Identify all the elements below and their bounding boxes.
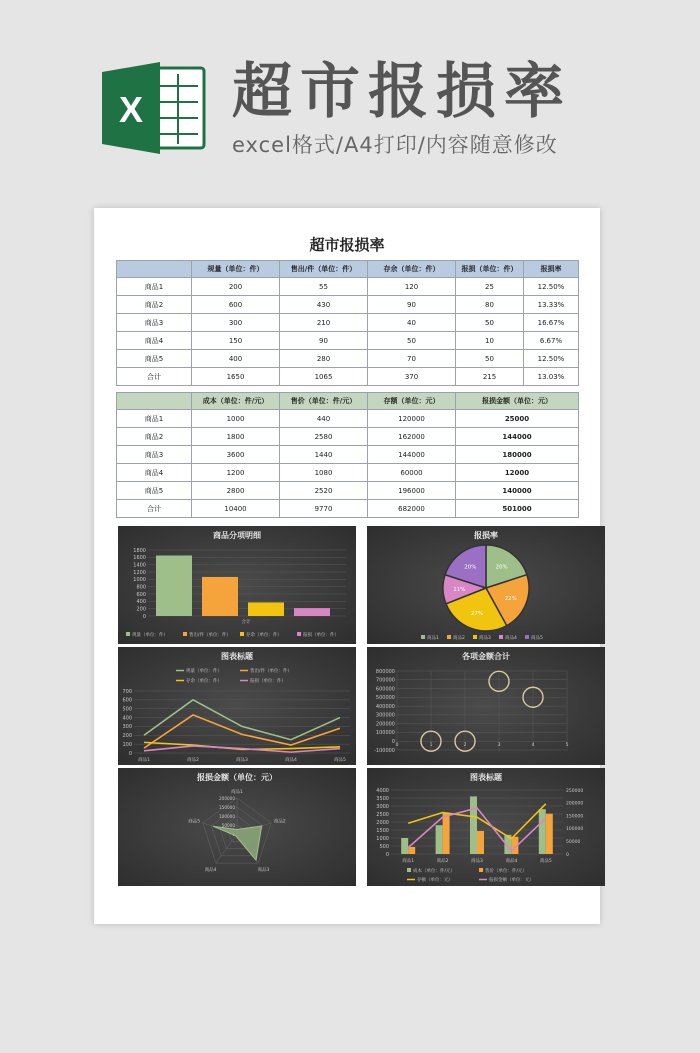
y-tick-label: 200	[136, 606, 146, 613]
table-row	[117, 278, 579, 296]
legend-swatch	[473, 635, 477, 639]
table-cell: 1080	[280, 464, 368, 482]
radar-category-label: 商品1	[231, 790, 243, 795]
y-tick-label: 500000	[375, 695, 395, 702]
table-cell: 600	[192, 296, 280, 314]
y-tick-label: 600000	[375, 686, 395, 693]
y-tick-label: 3000	[376, 803, 389, 810]
y2-tick-label: 200000	[566, 801, 584, 807]
x-tick-label: 商品1	[138, 758, 150, 763]
legend-label: 存额（单位：元）	[417, 878, 453, 883]
legend-label: 规量（单位：件）	[132, 633, 168, 638]
table-cell: 合计	[117, 368, 192, 386]
x-tick-label: 商品4	[505, 859, 518, 864]
table-cell: 2580	[280, 428, 368, 446]
table-cell: 55	[280, 278, 368, 296]
x-tick-label: 0	[395, 743, 399, 748]
chart-quantity-lines	[118, 647, 356, 765]
bar	[401, 838, 408, 854]
chart-title: 图表标题	[221, 651, 253, 661]
loss-amount-table	[116, 392, 579, 518]
table-cell: 370	[368, 368, 456, 386]
table-row	[117, 332, 579, 350]
legend-label: 报损（单位：件）	[250, 679, 286, 684]
bar	[294, 608, 330, 616]
legend-label: 售出/件（单位：件）	[250, 669, 293, 674]
legend-label: 售出/件（单位：件）	[189, 633, 232, 638]
table-header-cell: 售出/件（单位：件）	[280, 261, 368, 278]
r-tick-label: 100000	[219, 814, 235, 819]
y-tick-label: 1500	[376, 827, 389, 834]
table-cell: 商品5	[117, 350, 192, 368]
y-tick-label: 2500	[376, 811, 389, 818]
x-tick-label: 商品5	[539, 859, 552, 864]
table-cell: 1000	[192, 410, 280, 428]
x-tick-label: 商品3	[471, 859, 483, 864]
legend-swatch	[525, 635, 529, 639]
y-tick-label: 1000	[376, 835, 389, 842]
bar	[156, 556, 192, 617]
y2-tick-label: 250000	[566, 788, 584, 794]
table-header-cell: 存额（单位：元）	[368, 393, 456, 410]
y-tick-label: 400	[122, 715, 132, 722]
legend-label: 商品3	[479, 636, 491, 641]
y-tick-label: 100	[122, 741, 132, 748]
loss-quantity-table	[116, 260, 579, 386]
y-tick-label: 200	[122, 733, 132, 740]
table-cell: 300	[192, 314, 280, 332]
table-row	[117, 314, 579, 332]
chart-title: 报损金额（单位：元）	[197, 772, 277, 782]
table-cell: 10400	[192, 500, 280, 518]
table-cell: 25000	[456, 410, 579, 428]
table-header-cell	[117, 393, 192, 410]
chart-combo	[367, 768, 605, 886]
y-tick-label: 1600	[133, 555, 146, 562]
table-cell: 280	[280, 350, 368, 368]
x-tick-label: 商品2	[436, 859, 449, 864]
table-header-cell: 报损（单位：件）	[456, 261, 524, 278]
x-tick-label: 商品5	[334, 758, 346, 763]
table-row	[117, 410, 579, 428]
line-chart-svg	[118, 647, 356, 765]
table-cell: 1800	[192, 428, 280, 446]
y-tick-label: 700000	[375, 677, 395, 684]
bar	[546, 814, 553, 854]
table-cell: 12.50%	[524, 278, 579, 296]
table-cell: 12000	[456, 464, 579, 482]
table-cell: 商品4	[117, 332, 192, 350]
table-cell: 12.50%	[524, 350, 579, 368]
table-header-cell: 存余（单位：件）	[368, 261, 456, 278]
table-header-cell: 成本（单位：件/元）	[192, 393, 280, 410]
bar	[443, 813, 450, 854]
y-tick-label: 500	[379, 843, 389, 850]
table-row	[117, 428, 579, 446]
table-header-row	[117, 261, 579, 278]
y-tick-label: 0	[391, 739, 395, 746]
table-cell: 16.67%	[524, 314, 579, 332]
table-cell: 140000	[456, 482, 579, 500]
table-cell: 120000	[368, 410, 456, 428]
y-tick-label: -100000	[374, 747, 395, 754]
table-cell: 180000	[456, 446, 579, 464]
table-header-cell: 规量（单位：件）	[192, 261, 280, 278]
y-tick-label: 600	[122, 697, 132, 704]
table-header-row	[117, 393, 579, 410]
x-tick-label: 3	[497, 743, 501, 748]
scatter-chart-svg	[367, 647, 605, 765]
y-tick-label: 800	[136, 584, 146, 591]
bar	[408, 847, 415, 854]
legend-label: 成本（单位：件/元）	[413, 869, 456, 874]
table-cell: 合计	[117, 500, 192, 518]
y-tick-label: 4000	[376, 787, 389, 794]
table-cell: 215	[456, 368, 524, 386]
table-cell: 10	[456, 332, 524, 350]
table-cell: 150	[192, 332, 280, 350]
page-title: 超市报损率	[232, 57, 572, 127]
series-line	[144, 746, 340, 752]
table-header-cell: 报损率	[524, 261, 579, 278]
x-tick-label: 商品1	[402, 859, 415, 864]
table-row	[117, 464, 579, 482]
radar-category-label: 商品5	[188, 819, 201, 825]
bar-chart-svg	[118, 526, 356, 644]
x-tick-label: 1	[429, 743, 433, 748]
radar-category-label: 商品2	[273, 819, 286, 825]
y-tick-label: 100000	[375, 730, 395, 737]
table-cell: 501000	[456, 500, 579, 518]
table-cell: 商品3	[117, 446, 192, 464]
chart-amount-totals	[367, 647, 605, 765]
x-tick-label: 商品2	[187, 758, 199, 763]
table-cell: 3600	[192, 446, 280, 464]
y-tick-label: 0	[385, 851, 389, 858]
legend-label: 商品1	[427, 636, 439, 641]
legend-label: 商品4	[505, 636, 517, 641]
excel-logo-letter: X	[118, 89, 144, 130]
table-cell: 1440	[280, 446, 368, 464]
y-tick-label: 0	[128, 750, 132, 757]
pie-data-label: 20%	[464, 564, 477, 571]
pie-data-label: 11%	[453, 586, 466, 593]
bar	[248, 602, 284, 616]
table-row	[117, 350, 579, 368]
bar	[477, 831, 484, 854]
bar	[470, 796, 477, 854]
r-tick-label: 150000	[219, 805, 235, 810]
legend-label: 商品5	[531, 636, 543, 641]
table-cell: 440	[280, 410, 368, 428]
table-row	[117, 296, 579, 314]
legend-label: 报损（单位：件）	[303, 633, 339, 638]
legend-swatch	[407, 868, 411, 872]
x-tick-label: 5	[565, 743, 569, 748]
table-cell: 50	[456, 350, 524, 368]
table-row	[117, 446, 579, 464]
table-cell: 1200	[192, 464, 280, 482]
chart-title: 商品分项明细	[213, 530, 261, 540]
y-tick-label: 1000	[133, 577, 146, 584]
excel-icon	[98, 58, 210, 158]
table-header-cell: 售价（单位：件/元）	[280, 393, 368, 410]
table-cell: 120	[368, 278, 456, 296]
y2-tick-label: 100000	[566, 827, 584, 833]
legend-swatch	[499, 635, 503, 639]
table-cell: 50	[368, 332, 456, 350]
bar	[539, 809, 546, 854]
y-tick-label: 500	[122, 706, 132, 713]
table-row	[117, 482, 579, 500]
x-tick-label: 合计	[241, 620, 251, 625]
chart-loss-rate	[367, 526, 605, 644]
table-cell: 13.03%	[524, 368, 579, 386]
table-cell: 9770	[280, 500, 368, 518]
legend-label: 售价（单位：件/元）	[485, 869, 528, 874]
y-tick-label: 1200	[133, 569, 146, 576]
legend-swatch	[183, 632, 187, 636]
combo-chart-svg	[367, 768, 605, 886]
table-cell: 2800	[192, 482, 280, 500]
table-cell: 210	[280, 314, 368, 332]
chart-title: 各项金额合计	[462, 651, 510, 661]
pie-data-label: 22%	[504, 595, 517, 602]
table-cell: 2520	[280, 482, 368, 500]
chart-item-breakdown	[118, 526, 356, 644]
table-header-cell: 报损金额（单位：元）	[456, 393, 579, 410]
y-tick-label: 700	[122, 688, 132, 695]
table-cell: 商品4	[117, 464, 192, 482]
table-header-cell	[117, 261, 192, 278]
table-cell: 196000	[368, 482, 456, 500]
r-tick-label: 50000	[221, 823, 235, 828]
x-tick-label: 商品3	[236, 758, 248, 763]
pie-data-label: 20%	[495, 564, 508, 571]
legend-label: 存余（单位：件）	[246, 633, 282, 638]
legend-label: 规量（单位：件）	[186, 669, 222, 674]
y2-tick-label: 150000	[566, 814, 584, 820]
table-cell: 400	[192, 350, 280, 368]
legend-label: 报损金额（单位：元）	[489, 878, 534, 883]
table-cell: 144000	[368, 446, 456, 464]
table-cell: 70	[368, 350, 456, 368]
table-cell: 40	[368, 314, 456, 332]
radar-category-label: 商品4	[204, 867, 217, 873]
legend-label: 商品2	[453, 636, 465, 641]
table-cell: 144000	[456, 428, 579, 446]
y-tick-label: 0	[142, 613, 146, 620]
y-tick-label: 300	[122, 724, 132, 731]
x-tick-label: 商品4	[285, 758, 297, 763]
y2-tick-label: 50000	[566, 840, 581, 845]
chart-loss-radar	[118, 768, 356, 886]
bar	[202, 577, 238, 616]
r-tick-label: 200000	[219, 796, 235, 801]
chart-title: 图表标题	[470, 772, 502, 782]
y-tick-label: 2000	[376, 819, 389, 826]
y-tick-label: 300000	[375, 712, 395, 719]
pie-chart-svg	[367, 526, 605, 644]
y2-tick-label: 0	[566, 852, 569, 858]
table-cell: 6.67%	[524, 332, 579, 350]
legend-swatch	[447, 635, 451, 639]
y-tick-label: 200000	[375, 721, 395, 728]
table-cell: 商品2	[117, 296, 192, 314]
table-cell: 60000	[368, 464, 456, 482]
table-cell: 90	[368, 296, 456, 314]
table-cell: 430	[280, 296, 368, 314]
table-cell: 1065	[280, 368, 368, 386]
radar-category-label: 商品3	[257, 867, 270, 873]
bar	[436, 825, 443, 854]
table-cell: 商品3	[117, 314, 192, 332]
table-cell: 682000	[368, 500, 456, 518]
table-cell: 商品2	[117, 428, 192, 446]
chart-title: 报损率	[474, 530, 498, 540]
pie-data-label: 27%	[470, 611, 484, 618]
table-cell: 商品1	[117, 410, 192, 428]
table-row	[117, 500, 579, 518]
y-tick-label: 1400	[133, 562, 146, 569]
y-tick-label: 400	[136, 599, 146, 606]
legend-swatch	[126, 632, 130, 636]
table-cell: 80	[456, 296, 524, 314]
table-cell: 1650	[192, 368, 280, 386]
legend-swatch	[421, 635, 425, 639]
table-cell: 200	[192, 278, 280, 296]
legend-swatch	[240, 632, 244, 636]
radar-area	[213, 826, 262, 860]
y-tick-label: 600	[136, 591, 146, 598]
table-cell: 商品5	[117, 482, 192, 500]
page-subtitle: excel格式/A4打印/内容随意修改	[232, 133, 558, 157]
y-tick-label: 800000	[375, 668, 395, 675]
y-tick-label: 3500	[376, 795, 389, 802]
table-cell: 商品1	[117, 278, 192, 296]
table-cell: 25	[456, 278, 524, 296]
y-tick-label: 400000	[375, 703, 395, 710]
y-tick-label: 1800	[133, 547, 146, 554]
table-cell: 90	[280, 332, 368, 350]
x-tick-label: 2	[463, 743, 467, 748]
x-tick-label: 4	[531, 743, 535, 748]
legend-label: 存余（单位：件）	[186, 679, 222, 684]
legend-swatch	[479, 868, 483, 872]
document-title: 超市报损率	[309, 236, 385, 254]
legend-swatch	[297, 632, 301, 636]
table-cell: 162000	[368, 428, 456, 446]
radar-chart-svg	[118, 768, 356, 886]
table-cell: 50	[456, 314, 524, 332]
table-row	[117, 368, 579, 386]
table-cell: 13.33%	[524, 296, 579, 314]
